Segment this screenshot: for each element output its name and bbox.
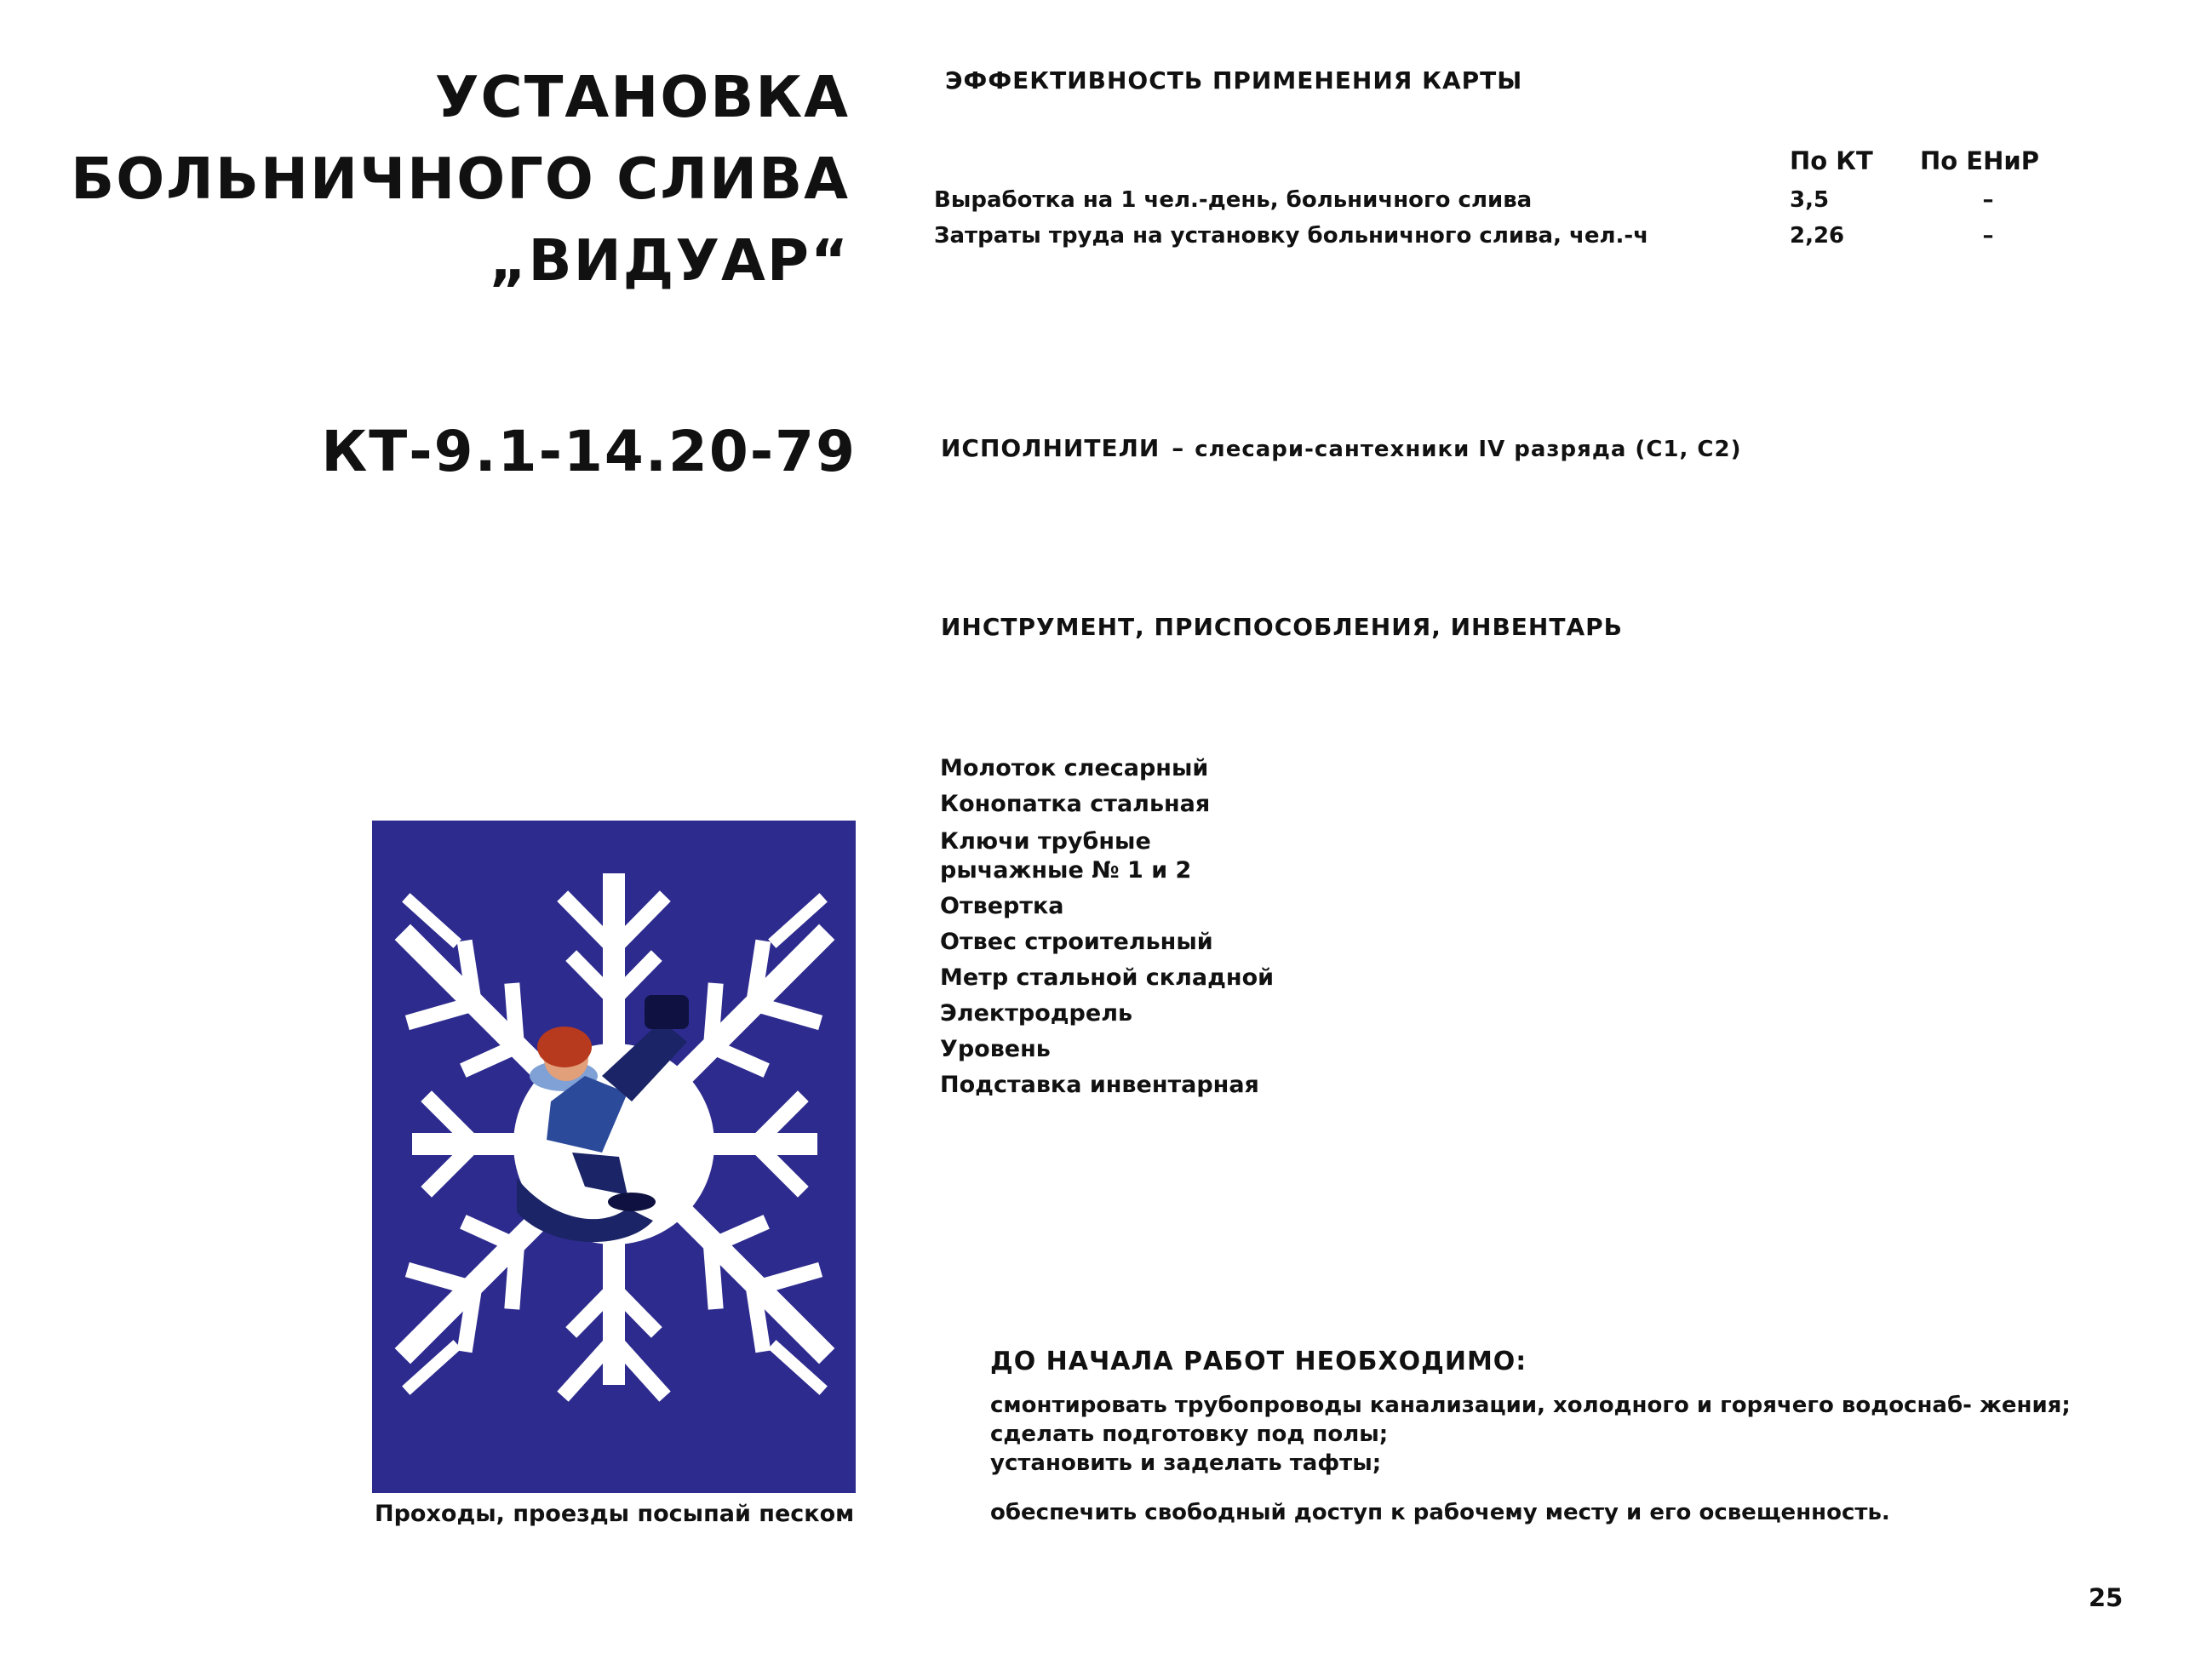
- efficiency-title: ЭФФЕКТИВНОСТЬ ПРИМЕНЕНИЯ КАРТЫ: [945, 66, 1523, 94]
- list-item: установить и заделать тафты;: [990, 1450, 1382, 1476]
- row-label: Выработка на 1 чел.-день, больничного слива: [934, 187, 1533, 213]
- title-line-2: БОЛЬНИЧНОГО СЛИВА: [71, 146, 850, 212]
- prerequisites-list: [947, 1391, 2072, 1527]
- column-header-kt: По КТ: [1790, 146, 1873, 175]
- tools-list: [940, 751, 1274, 1103]
- table-header-row: [934, 140, 2056, 182]
- performers-line: [941, 434, 1741, 462]
- page-number: 25: [2089, 1583, 2123, 1612]
- performers-label: ИСПОЛНИТЕЛИ: [941, 434, 1160, 462]
- list-item: Конопатка стальная: [940, 791, 1211, 817]
- row-value-kt: 2,26: [1790, 223, 1845, 249]
- document-code: КТ-9.1-14.20-79: [321, 419, 857, 484]
- table-row: [934, 182, 2056, 218]
- table-header-empty: [934, 140, 1790, 182]
- row-value-enir: –: [1982, 223, 1994, 249]
- title-block: [71, 56, 850, 301]
- prerequisites-title: ДО НАЧАЛА РАБОТ НЕОБХОДИМО:: [990, 1347, 1527, 1376]
- performers-dash: –: [1172, 434, 1185, 462]
- list-item: Молоток слесарный: [940, 755, 1209, 781]
- list-item: Подставка инвентарная: [940, 1072, 1259, 1098]
- efficiency-table: [934, 140, 2056, 254]
- list-item: сделать подготовку под полы;: [990, 1422, 1389, 1447]
- list-item: Ключи трубные рычажные № 1 и 2: [940, 828, 1192, 884]
- row-label: Затраты труда на установку больничного слива, чел.-ч: [934, 223, 1649, 249]
- list-item: Метр стальной складной: [940, 964, 1275, 991]
- column-header-enir: По ЕНиР: [1920, 146, 2039, 175]
- title-line-1: УСТАНОВКА: [434, 64, 850, 130]
- safety-poster: [372, 821, 856, 1493]
- list-item: Электродрель: [940, 1000, 1133, 1027]
- row-value-enir: –: [1982, 187, 1994, 213]
- list-item: Отвертка: [940, 893, 1064, 919]
- row-value-kt: 3,5: [1790, 187, 1830, 213]
- poster-caption: Проходы, проезды посыпай песком: [375, 1501, 855, 1527]
- performers-value: слесари-сантехники IV разряда (С1, С2): [1195, 437, 1742, 462]
- table-row: [934, 218, 2056, 254]
- tools-title: ИНСТРУМЕНТ, ПРИСПОСОБЛЕНИЯ, ИНВЕНТАРЬ: [941, 613, 1623, 641]
- list-item: Отвес строительный: [940, 929, 1213, 955]
- list-item: Уровень: [940, 1036, 1051, 1062]
- list-item: смонтировать трубопроводы канализации, холодного и горячего водоснаб- жения;: [990, 1393, 2071, 1418]
- list-item: обеспечить свободный доступ к рабочему месту и его освещенность.: [990, 1500, 1890, 1525]
- title-line-3: „ВИДУАР“: [489, 227, 850, 294]
